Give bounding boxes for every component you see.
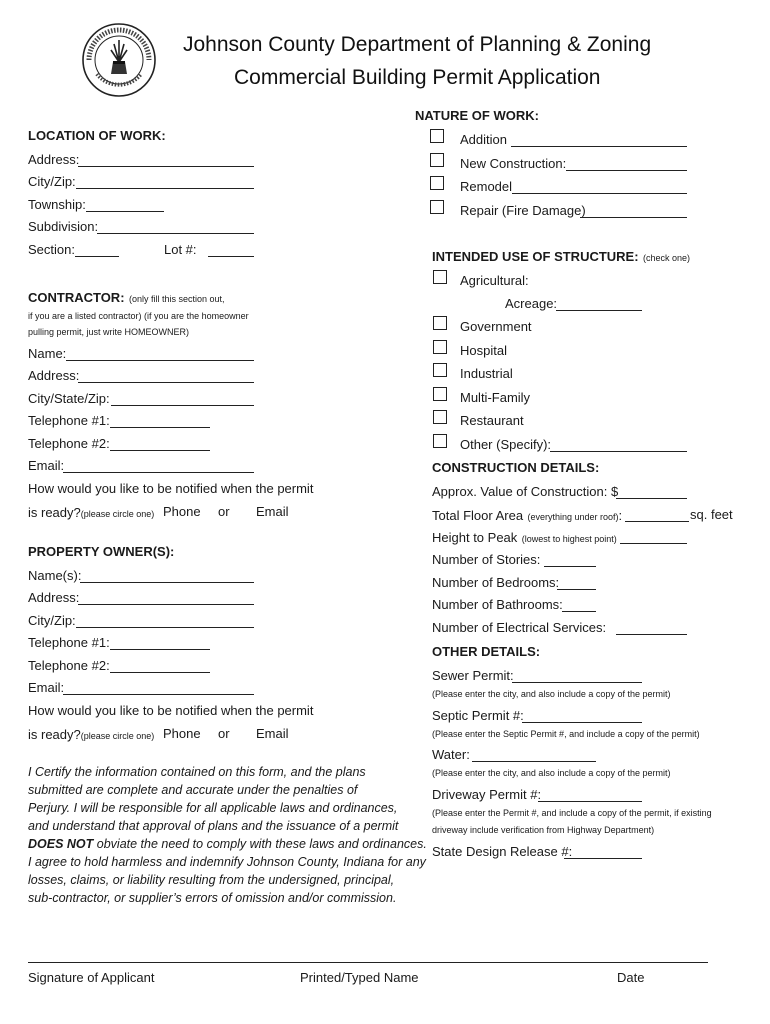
new-construction-label: New Construction: — [460, 156, 567, 171]
value-label: Approx. Value of Construction: $ — [432, 484, 619, 499]
owner-notify-row — [28, 726, 154, 744]
bathrooms-label: Number of Bathrooms: — [432, 597, 563, 612]
contractor-note-2: if you are a listed contractor) (if you are the homeowner — [28, 311, 249, 321]
height-field[interactable] — [620, 543, 687, 544]
floor-area-note: (everything under roof) — [527, 512, 619, 522]
height-note: (lowest to highest point) — [521, 534, 617, 544]
septic-label: Septic Permit #: — [432, 708, 524, 723]
owner-tel1-field[interactable] — [110, 649, 210, 650]
driveway-field[interactable] — [538, 801, 642, 802]
use-heading-row — [432, 248, 690, 266]
septic-note: (Please enter the Septic Permit #, and include a copy of the permit) — [432, 729, 700, 739]
government-checkbox[interactable] — [433, 316, 447, 330]
contractor-note-3: pulling permit, just write HOMEOWNER) — [28, 327, 190, 337]
owner-cityzip-label: City/Zip: — [28, 613, 76, 628]
contractor-tel2-field[interactable] — [110, 450, 210, 451]
addition-checkbox[interactable] — [430, 129, 444, 143]
owner-heading: PROPERTY OWNER(S): — [28, 544, 175, 559]
floor-area-colon: : — [618, 508, 623, 523]
owner-notify-text-2: is ready? — [28, 727, 81, 742]
location-township-label: Township: — [28, 197, 86, 212]
state-design-label: State Design Release #: — [432, 844, 573, 859]
page-subtitle: Commercial Building Permit Application — [234, 66, 601, 89]
owner-email-field[interactable] — [63, 694, 254, 695]
restaurant-checkbox[interactable] — [433, 410, 447, 424]
owner-email-label: Email: — [28, 680, 65, 695]
acreage-label: Acreage: — [505, 296, 558, 311]
height-label: Height to Peak — [432, 530, 518, 545]
driveway-label: Driveway Permit #: — [432, 787, 542, 802]
owner-notify-text: How would you like to be notified when the permit — [28, 703, 314, 718]
hospital-checkbox[interactable] — [433, 340, 447, 354]
state-design-field[interactable] — [564, 858, 642, 859]
location-section-field[interactable] — [75, 256, 119, 257]
owner-names-field[interactable] — [80, 582, 254, 583]
contractor-heading-row — [28, 289, 225, 307]
repair-field[interactable] — [580, 217, 687, 218]
floor-area-row — [432, 507, 622, 525]
certify-line-6: I agree to hold harmless and indemnify Johnson County, Indiana for any — [28, 855, 426, 869]
owner-address-field[interactable] — [78, 604, 254, 605]
sewer-label: Sewer Permit: — [432, 668, 514, 683]
stories-field[interactable] — [544, 566, 596, 567]
location-subdivision-label: Subdivision: — [28, 219, 99, 234]
signature-date-label: Date — [617, 970, 645, 985]
hospital-label: Hospital — [460, 343, 507, 358]
water-note: (Please enter the city, and also include a copy of the permit) — [432, 768, 671, 778]
owner-tel2-label: Telephone #2: — [28, 658, 110, 673]
floor-area-field[interactable] — [625, 521, 689, 522]
electrical-label: Number of Electrical Services: — [432, 620, 607, 635]
driveway-note-1: (Please enter the Permit #, and include a copy of the permit, if existing — [432, 808, 712, 818]
owner-phone-option[interactable]: Phone — [163, 726, 201, 741]
certify-does-not: DOES NOT — [28, 837, 94, 851]
remodel-field[interactable] — [512, 193, 687, 194]
contractor-notify-text: How would you like to be notified when the permit — [28, 481, 314, 496]
sewer-field[interactable] — [512, 682, 642, 683]
water-field[interactable] — [472, 761, 596, 762]
bedrooms-field[interactable] — [557, 589, 596, 590]
contractor-circle-note: (please circle one) — [80, 509, 155, 519]
location-address-label: Address: — [28, 152, 80, 167]
certify-line-5-rest: obviate the need to comply with these laws and ordinances. — [93, 837, 427, 851]
owner-tel1-label: Telephone #1: — [28, 635, 110, 650]
agricultural-checkbox[interactable] — [433, 270, 447, 284]
other-use-checkbox[interactable] — [433, 434, 447, 448]
contractor-address-field[interactable] — [78, 382, 254, 383]
floor-area-label: Total Floor Area — [432, 508, 524, 523]
remodel-label: Remodel — [460, 179, 513, 194]
septic-field[interactable] — [522, 722, 642, 723]
industrial-label: Industrial — [460, 366, 513, 381]
contractor-tel1-field[interactable] — [110, 427, 210, 428]
bathrooms-field[interactable] — [562, 611, 596, 612]
owner-address-label: Address: — [28, 590, 80, 605]
contractor-address-label: Address: — [28, 368, 80, 383]
water-label: Water: — [432, 747, 470, 762]
location-heading: LOCATION OF WORK: — [28, 128, 166, 143]
certify-line-1: I Certify the information contained on this form, and the plans — [28, 765, 366, 779]
contractor-email-field[interactable] — [63, 472, 254, 473]
sqft-label: sq. feet — [690, 507, 733, 522]
contractor-email-label: Email: — [28, 458, 65, 473]
agricultural-label: Agricultural: — [460, 273, 529, 288]
contractor-notify-text-2: is ready? — [28, 505, 81, 520]
addition-field[interactable] — [511, 146, 687, 147]
driveway-note-2: driveway include verification from Highway Department) — [432, 825, 655, 835]
nature-heading: NATURE OF WORK: — [415, 108, 539, 123]
sewer-note: (Please enter the city, and also include a copy of the permit) — [432, 689, 671, 699]
location-township-field[interactable] — [86, 211, 164, 212]
certify-line-7: losses, claims, or liability resulting from the undersigned, principal, — [28, 873, 395, 887]
location-lot-field[interactable] — [208, 256, 254, 257]
owner-or-text: or — [218, 726, 230, 741]
industrial-checkbox[interactable] — [433, 363, 447, 377]
stories-label: Number of Stories: — [432, 552, 541, 567]
height-row — [432, 529, 617, 547]
certify-line-4: and understand that approval of plans and the issuance of a permit — [28, 819, 399, 833]
contractor-or-text: or — [218, 504, 230, 519]
new-construction-checkbox[interactable] — [430, 153, 444, 167]
page-title: Johnson County Department of Planning & Zoning — [183, 33, 652, 56]
use-check-one: (check one) — [643, 253, 691, 263]
contractor-tel1-label: Telephone #1: — [28, 413, 110, 428]
construction-heading: CONSTRUCTION DETAILS: — [432, 460, 600, 475]
owner-email-option[interactable]: Email — [256, 726, 289, 741]
multifamily-label: Multi-Family — [460, 390, 531, 405]
county-seal-logo — [81, 22, 157, 98]
new-construction-field[interactable] — [566, 170, 687, 171]
owner-circle-note: (please circle one) — [80, 731, 155, 741]
signature-applicant-label: Signature of Applicant — [28, 970, 155, 985]
certify-line-3: Perjury. I will be responsible for all applicable laws and ordinances, — [28, 801, 398, 815]
bedrooms-label: Number of Bedrooms: — [432, 575, 560, 590]
certify-line-8: sub-contractor, or supplier’s errors of omission and/or commission. — [28, 891, 397, 905]
repair-checkbox[interactable] — [430, 200, 444, 214]
contractor-notify-row — [28, 504, 154, 522]
contractor-note: (only fill this section out, — [128, 294, 225, 304]
remodel-checkbox[interactable] — [430, 176, 444, 190]
owner-names-label: Name(s): — [28, 568, 82, 583]
location-section-label: Section: — [28, 242, 75, 257]
multifamily-checkbox[interactable] — [433, 387, 447, 401]
signature-printed-label: Printed/Typed Name — [300, 970, 419, 985]
contractor-tel2-label: Telephone #2: — [28, 436, 110, 451]
contractor-citystatezip-label: City/State/Zip: — [28, 391, 110, 406]
other-use-label: Other (Specify): — [460, 437, 552, 452]
addition-label: Addition — [460, 132, 507, 147]
restaurant-label: Restaurant — [460, 413, 524, 428]
certify-line-2: submitted are complete and accurate under the penalties of — [28, 783, 358, 797]
location-cityzip-field[interactable] — [76, 188, 254, 189]
location-subdivision-field[interactable] — [97, 233, 254, 234]
contractor-phone-option[interactable]: Phone — [163, 504, 201, 519]
location-cityzip-label: City/Zip: — [28, 174, 76, 189]
owner-tel2-field[interactable] — [110, 672, 210, 673]
contractor-name-label: Name: — [28, 346, 67, 361]
contractor-heading: CONTRACTOR: — [28, 290, 125, 305]
signature-line[interactable] — [28, 962, 708, 963]
value-field[interactable] — [616, 498, 687, 499]
other-heading: OTHER DETAILS: — [432, 644, 541, 659]
location-address-field[interactable] — [78, 166, 254, 167]
contractor-citystatezip-field[interactable] — [111, 405, 254, 406]
other-use-field[interactable] — [550, 451, 687, 452]
government-label: Government — [460, 319, 532, 334]
certify-line-5 — [28, 837, 427, 851]
electrical-field[interactable] — [616, 634, 687, 635]
use-heading: INTENDED USE OF STRUCTURE: — [432, 249, 639, 264]
acreage-field[interactable] — [556, 310, 642, 311]
owner-cityzip-field[interactable] — [76, 627, 254, 628]
repair-label: Repair (Fire Damage) — [460, 203, 586, 218]
contractor-email-option[interactable]: Email — [256, 504, 289, 519]
location-lot-label: Lot #: — [164, 242, 197, 257]
contractor-name-field[interactable] — [66, 360, 254, 361]
